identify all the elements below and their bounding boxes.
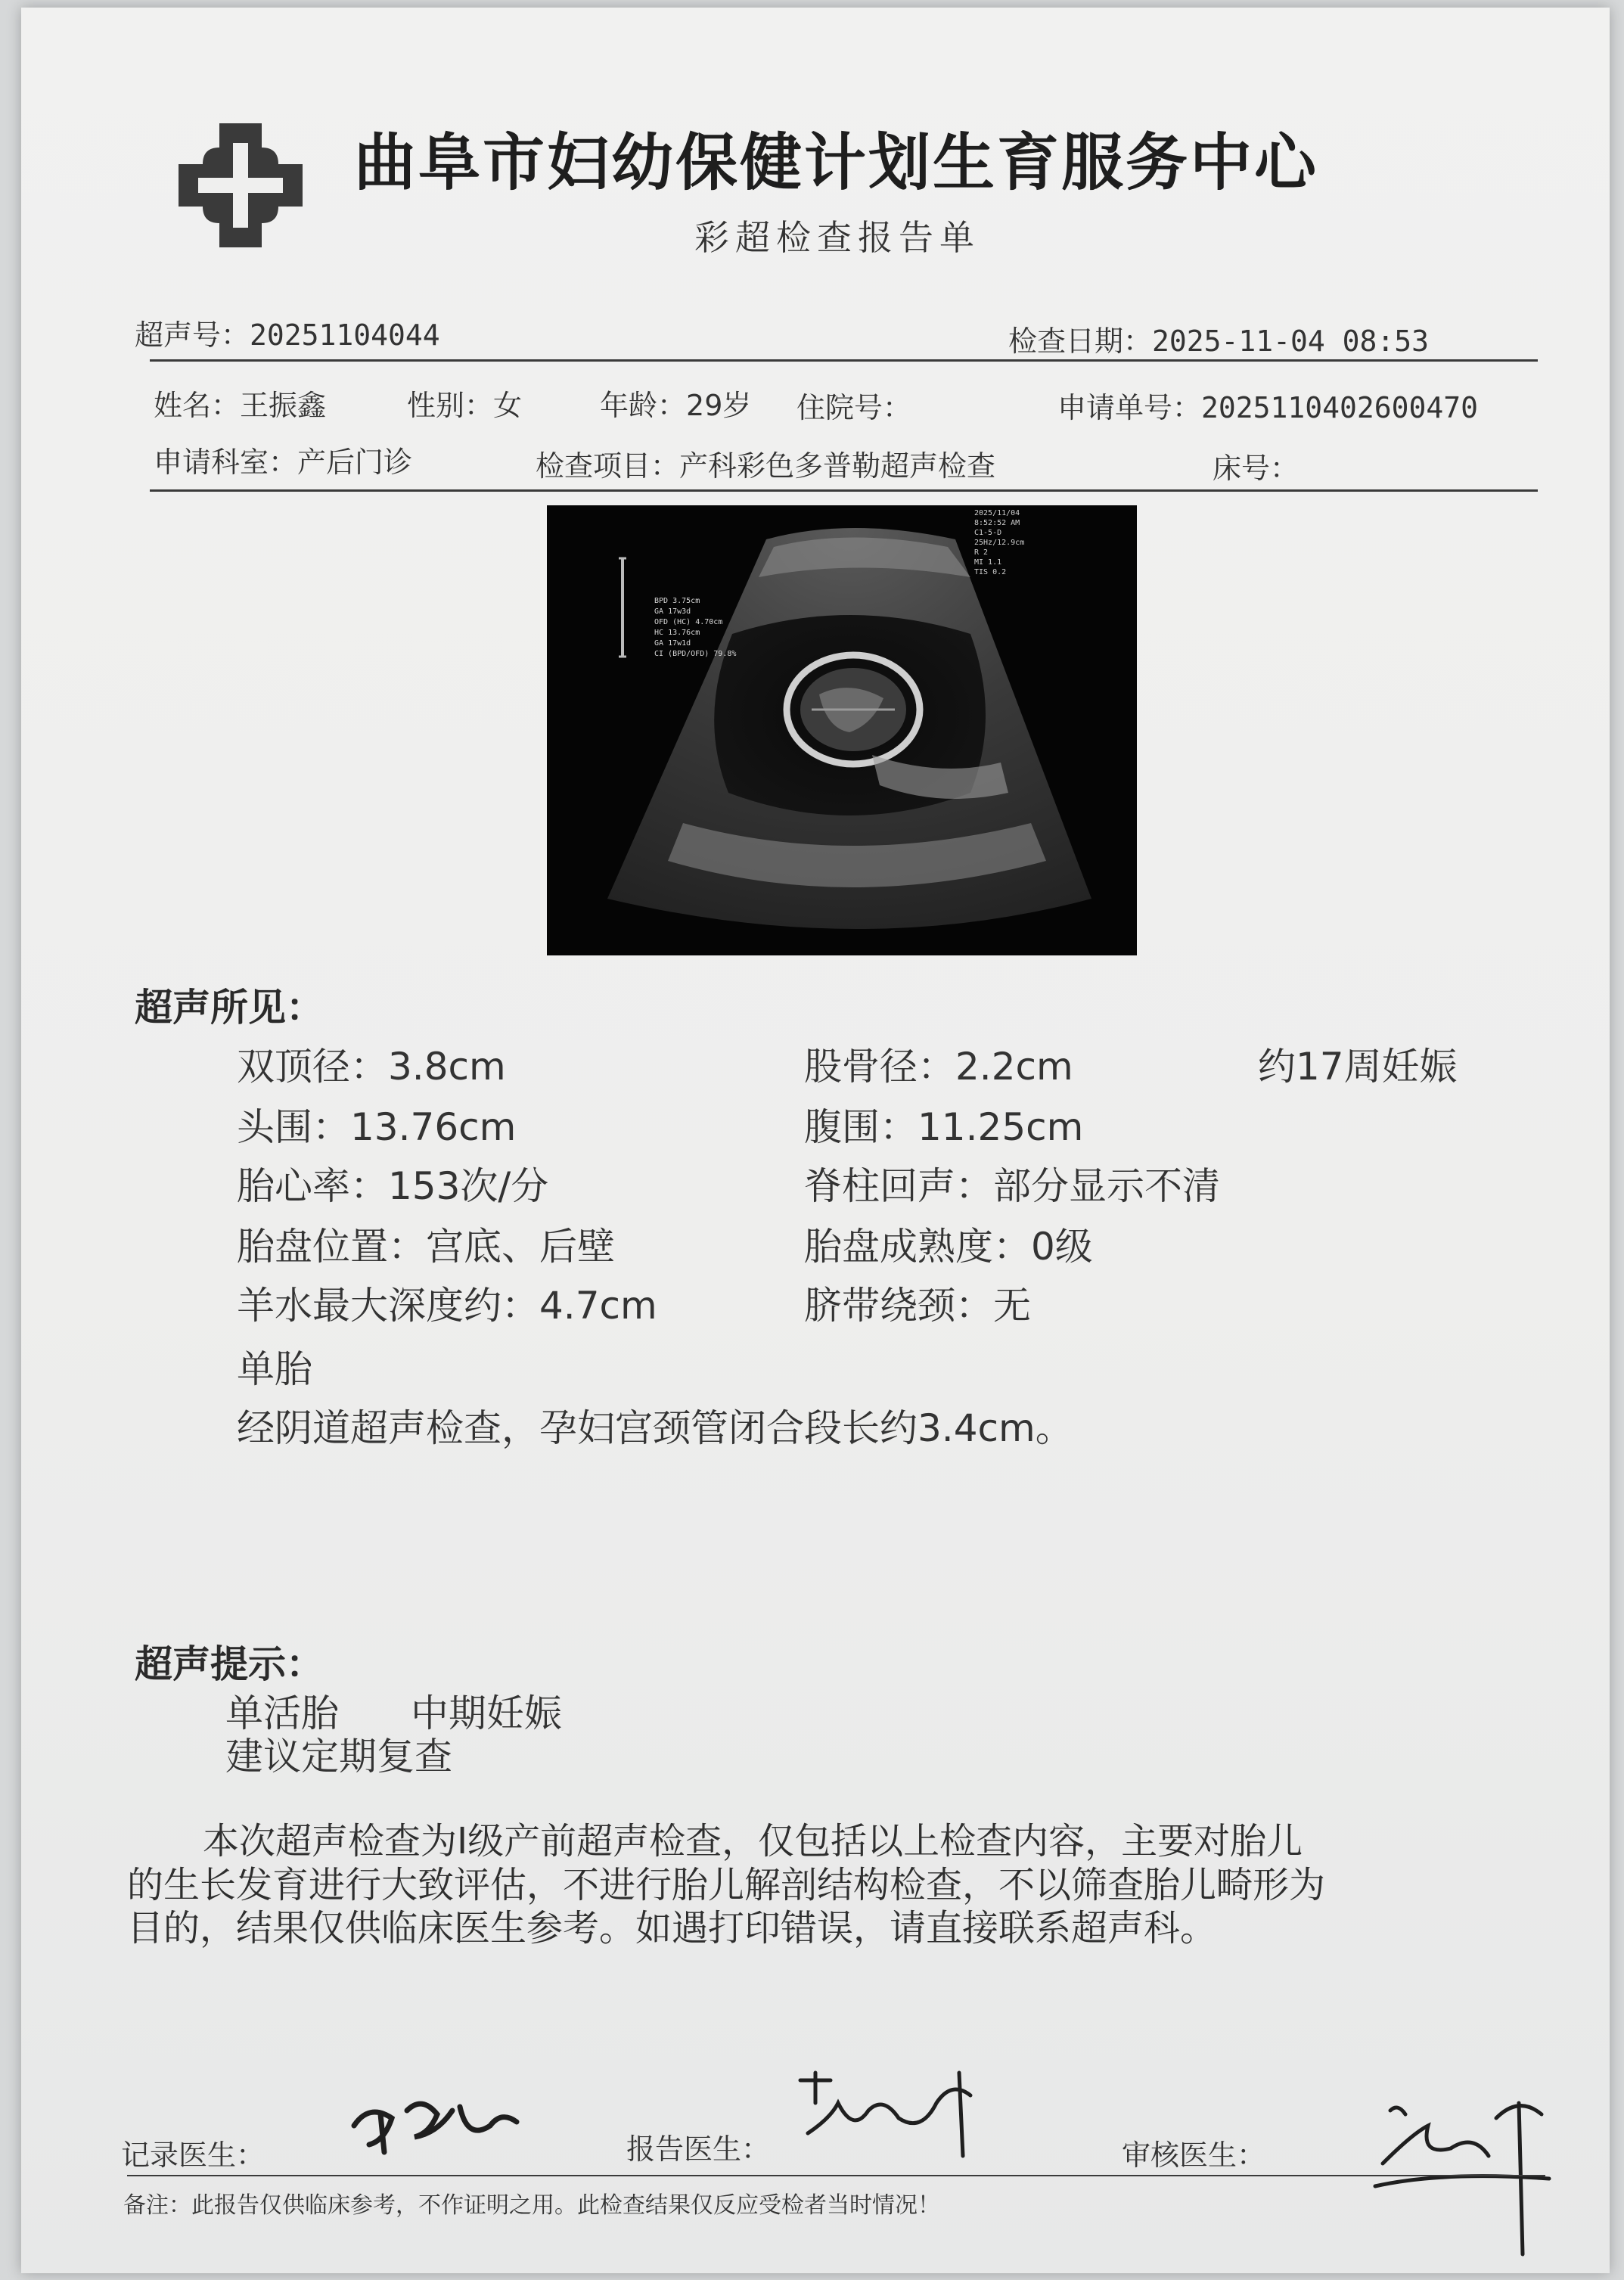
reporter-label: 报告医生： (626, 2132, 771, 2166)
ultrasound-scan-graphic (547, 505, 1137, 955)
bed-no-label: 床号： (1213, 452, 1300, 485)
impression-mid-pregnancy: 中期妊娠 (411, 1691, 562, 1735)
exam-date (1008, 318, 1429, 359)
overlay-measurement (654, 596, 736, 607)
overlay-info-line: R 2 (974, 548, 989, 557)
overlay-measurement (654, 649, 736, 660)
patient-age-label: 年龄： (600, 389, 687, 422)
finding-placenta-position: 胎盘位置：宫底、后壁 (237, 1225, 615, 1269)
hospital-name: 曲阜市妇幼保健计划生育服务中心 (354, 127, 1319, 199)
finding-femur: 股骨径：2.2cm (804, 1045, 1073, 1089)
ultrasound-no (135, 312, 440, 353)
impression-section-title: 超声提示： (135, 1642, 324, 1686)
exam-date-value: 2025-11-04 08:53 (1152, 325, 1430, 358)
impression-follow-up: 建议定期复查 (225, 1735, 452, 1778)
overlay-measurement-value: 13.76cm (668, 629, 700, 637)
overlay-measurement (654, 617, 736, 628)
report-paper (21, 8, 1610, 2273)
disclaimer-line: 目的，结果仅供临床医生参考。如遇打印错误，请直接联系超声科。 (127, 1907, 1217, 1949)
request-dept (154, 439, 412, 480)
image-measurement-overlay (654, 596, 736, 660)
exam-item-value: 产科彩色多普勒超声检查 (679, 449, 996, 483)
overlay-measurement-value: 17w3d (668, 607, 691, 616)
patient-name-label: 姓名： (154, 389, 241, 422)
overlay-measurement-value: 3.75cm (672, 597, 700, 605)
patient-sex-value: 女 (493, 389, 523, 422)
recorder-signature (339, 2080, 528, 2164)
patient-sex (407, 382, 522, 424)
finding-ac: 腹围：11.25cm (804, 1105, 1084, 1149)
overlay-measurement-label: BPD (654, 597, 669, 605)
finding-hc: 头围：13.76cm (237, 1105, 517, 1149)
recorder-label: 记录医生： (121, 2139, 265, 2172)
overlay-info-line: C1-5-D (974, 529, 1002, 537)
request-no-value: 2025110402600470 (1201, 391, 1479, 424)
reviewer-label: 审核医生： (1122, 2139, 1266, 2172)
request-dept-label: 申请科室： (154, 446, 298, 479)
finding-single: 单胎 (237, 1347, 312, 1391)
findings-section-title: 超声所见： (135, 986, 324, 1030)
overlay-measurement-label: OFD (HC) (654, 618, 691, 626)
overlay-measurement-value: 4.70cm (695, 618, 723, 626)
finding-amniotic: 羊水最大深度约：4.7cm (237, 1284, 657, 1328)
footer-note: 备注：此报告仅供临床参考，不作证明之用。此检查结果仅反应受检者当时情况！ (123, 2192, 940, 2219)
finding-fhr: 胎心率：153次/分 (237, 1164, 549, 1208)
overlay-measurement-value: 17w1d (668, 639, 691, 648)
image-top-right-info (974, 508, 1024, 577)
exam-item (536, 443, 995, 484)
bed-no (1213, 445, 1299, 486)
inpatient-no (796, 384, 911, 426)
patient-age-value: 29岁 (686, 389, 752, 422)
disclaimer-line: 本次超声检查为Ⅰ级产前超声检查，仅包括以上检查内容，主要对胎儿 (203, 1820, 1303, 1862)
report-title: 彩超检查报告单 (694, 217, 980, 258)
request-no-label: 申请单号： (1057, 391, 1202, 424)
overlay-measurement (654, 628, 736, 638)
overlay-measurement-label: HC (654, 629, 664, 637)
overlay-info-line: 25Hz/12.9cm (974, 539, 1025, 547)
overlay-measurement (654, 607, 736, 617)
hospital-cross-logo-icon (172, 117, 309, 253)
footer-divider (127, 2175, 1545, 2176)
reporter-signature (785, 2050, 997, 2164)
overlay-info-line: MI 1.1 (974, 558, 1002, 567)
patient-name-value: 王振鑫 (240, 389, 327, 422)
overlay-measurement-value: 79.8% (713, 650, 737, 658)
overlay-info-line: 2025/11/04 (974, 509, 1020, 517)
ultrasound-no-label: 超声号： (135, 318, 250, 352)
patient-name (154, 382, 326, 424)
overlay-measurement-label: GA (654, 639, 664, 648)
ultrasound-image (547, 505, 1137, 955)
finding-cord: 脐带绕颈：无 (804, 1284, 1031, 1328)
inpatient-no-label: 住院号： (796, 391, 912, 424)
finding-spine: 脊柱回声：部分显示不清 (804, 1164, 1220, 1208)
request-no (1057, 384, 1478, 426)
exam-item-label: 检查项目： (536, 449, 680, 483)
exam-date-label: 检查日期： (1008, 325, 1153, 358)
finding-placenta-grade: 胎盘成熟度：0级 (804, 1225, 1093, 1269)
overlay-info-line: 8:52:52 AM (974, 519, 1020, 527)
request-dept-value: 产后门诊 (297, 446, 413, 479)
finding-cervix: 经阴道超声检查，孕妇宫颈管闭合段长约3.4cm。 (237, 1406, 1073, 1450)
overlay-measurement-label: GA (654, 607, 664, 616)
impression-single-live: 单活胎 (225, 1691, 339, 1735)
patient-sex-label: 性别： (407, 389, 494, 422)
finding-bpd: 双顶径：3.8cm (237, 1045, 506, 1089)
patient-age (600, 382, 751, 424)
overlay-measurement-label: CI (BPD/OFD) (654, 650, 710, 658)
patient-divider (150, 489, 1538, 492)
overlay-info-line: TIS 0.2 (974, 568, 1007, 576)
disclaimer-line: 的生长发育进行大致评估，不进行胎儿解剖结构检查，不以筛查胎儿畸形为 (127, 1864, 1326, 1906)
finding-ga: 约17周妊娠 (1258, 1045, 1458, 1089)
ultrasound-no-value: 20251104044 (250, 318, 440, 352)
header-divider (150, 359, 1538, 362)
reviewer-signature (1368, 2080, 1564, 2262)
overlay-measurement (654, 638, 736, 649)
